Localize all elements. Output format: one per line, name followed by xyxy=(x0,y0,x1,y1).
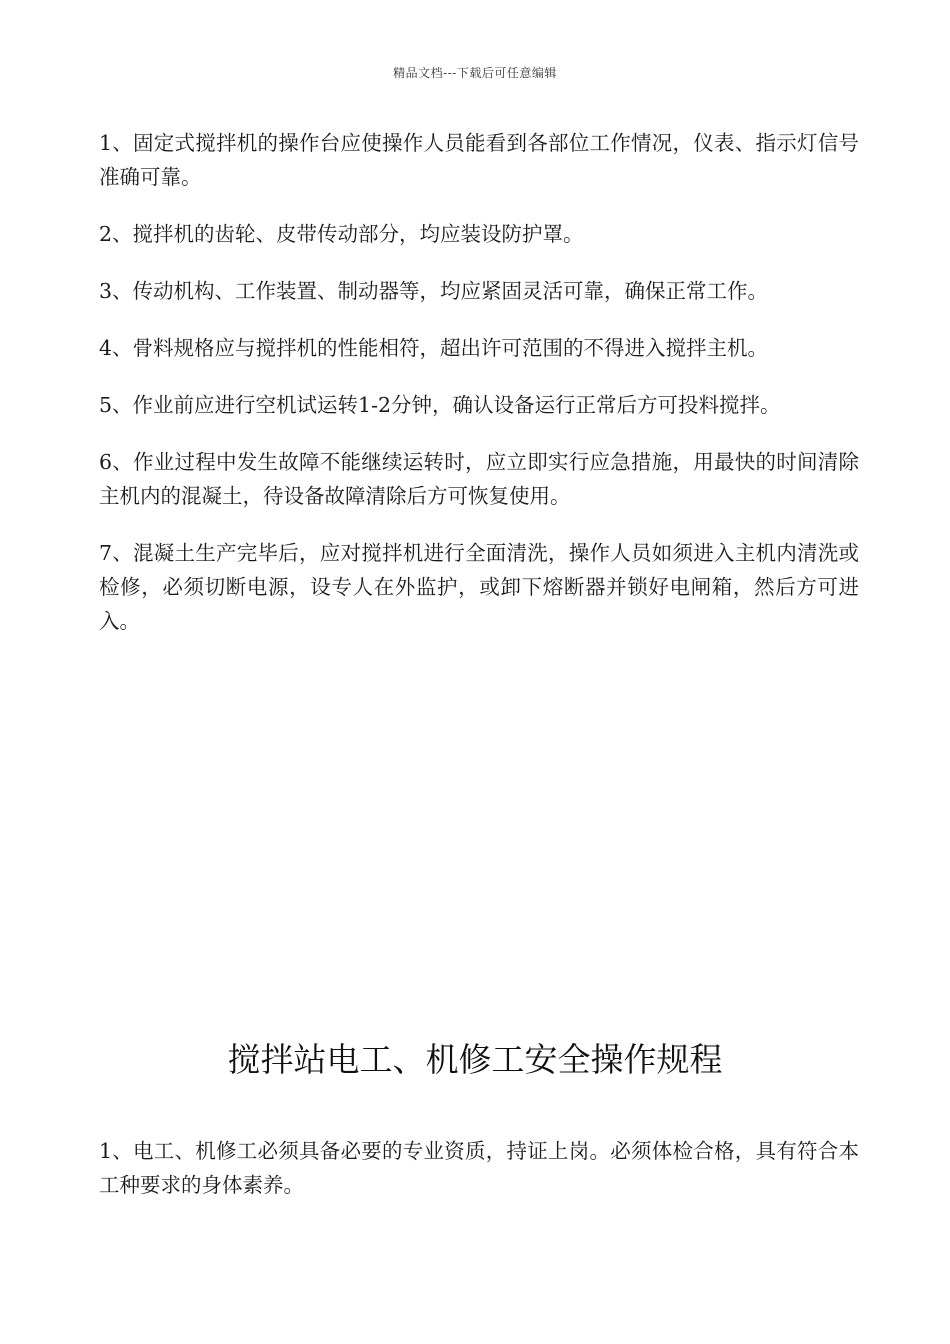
rule-paragraph-1: 1、固定式搅拌机的操作台应使操作人员能看到各部位工作情况，仪表、指示灯信号准确可靠。 xyxy=(99,131,859,189)
rule-paragraph-7: 7、混凝土生产完毕后，应对搅拌机进行全面清洗，操作人员如须进入主机内清洗或检修，必须切断电源，设专人在外监护，或卸下熔断器并锁好电闸箱，然后方可进入。 xyxy=(99,541,859,633)
rule-paragraph-6: 6、作业过程中发生故障不能继续运转时，应立即实行应急措施，用最快的时间清除主机内的混凝土，待设备故障清除后方可恢复使用。 xyxy=(99,450,859,508)
electrician-rules-section xyxy=(99,1134,859,1225)
rule-paragraph-3: 3、传动机构、工作装置、制动器等，均应紧固灵活可靠，确保正常工作。 xyxy=(99,279,769,303)
mixer-rules-section xyxy=(99,126,859,661)
rule-paragraph-2: 2、搅拌机的齿轮、皮带传动部分，均应装设防护罩。 xyxy=(99,222,584,246)
electrician-rule-paragraph-1: 1、电工、机修工必须具备必要的专业资质，持证上岗。必须体检合格，具有符合本工种要求的身体素养。 xyxy=(99,1139,859,1197)
rule-paragraph-5: 5、作业前应进行空机试运转1-2分钟，确认设备运行正常后方可投料搅拌。 xyxy=(99,393,781,417)
section-title: 搅拌站电工、机修工安全操作规程 xyxy=(227,1040,723,1079)
rule-paragraph-4: 4、骨料规格应与搅拌机的性能相符，超出许可范围的不得进入搅拌主机。 xyxy=(99,336,769,360)
page-header: 精品文档---下载后可任意编辑 xyxy=(393,66,557,80)
